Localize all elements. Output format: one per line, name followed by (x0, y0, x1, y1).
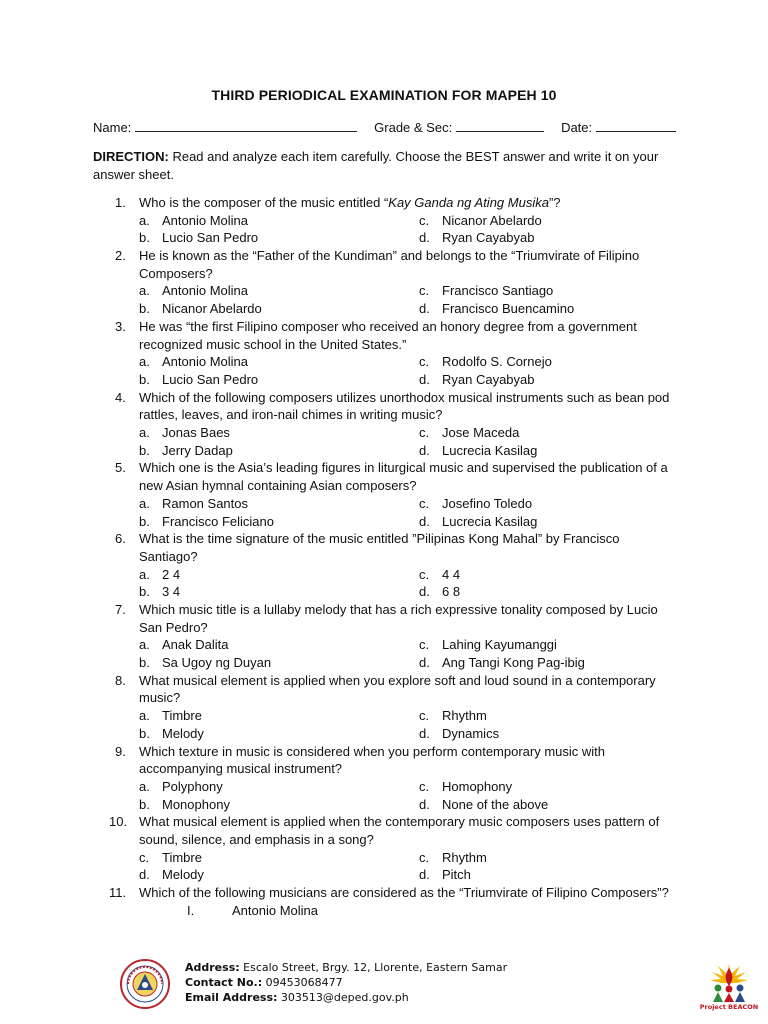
grade-sec-label: Grade & Sec: (374, 120, 456, 135)
option-text: Melody (162, 725, 204, 741)
option-letter: d. (419, 230, 430, 246)
roman-list-item (0, 902, 768, 920)
option-fourth (419, 866, 471, 884)
option-letter: c. (419, 354, 430, 370)
option-b (139, 300, 262, 318)
option-d (419, 796, 548, 814)
option-c (419, 566, 460, 584)
option-row (0, 849, 768, 867)
option-letter: c. (419, 778, 430, 794)
option-text: Francisco Feliciano (162, 513, 274, 529)
question-text: What is the time signature of the music entitled ”Pilipinas Kong Mahal” by Francisco Santiago? (139, 531, 620, 564)
option-text: Ramon Santos (162, 495, 248, 511)
question-item (0, 247, 768, 282)
option-a (139, 282, 248, 300)
option-text: Lucrecia Kasilag (442, 442, 538, 458)
question-number: 2. (115, 248, 126, 264)
option-letter: b. (139, 796, 150, 812)
option-a (139, 212, 248, 230)
option-text: Lahing Kayumanggi (442, 637, 557, 653)
address-line (185, 960, 507, 975)
option-d (419, 229, 535, 247)
option-letter: d. (419, 513, 430, 529)
option-b (139, 371, 258, 389)
option-row (0, 636, 768, 654)
question-number: 7. (115, 601, 126, 617)
option-text: Dynamics (442, 725, 500, 741)
option-row (0, 495, 768, 513)
option-text: None of the above (442, 796, 549, 812)
question-item (0, 672, 768, 707)
option-d (419, 513, 537, 531)
option-text: 3 4 (162, 584, 181, 600)
question-item (0, 318, 768, 353)
option-row (0, 654, 768, 672)
student-info-line (93, 119, 683, 135)
contact-line (185, 975, 507, 990)
option-d (419, 583, 460, 601)
option-b (139, 725, 204, 743)
option-letter: c. (419, 849, 430, 865)
option-letter: d. (419, 442, 430, 458)
option-a (139, 353, 248, 371)
contact-value: 303513@deped.gov.ph (277, 991, 409, 1004)
option-text: Francisco Buencamino (442, 301, 575, 317)
question-text: He was “the first Filipino composer who received an honory degree from a government recognized music school in the United States.” (139, 318, 637, 352)
option-text: Polyphony (162, 778, 223, 794)
option-letter: c. (419, 566, 430, 582)
option-text: Francisco Santiago (442, 283, 554, 299)
option-a (139, 566, 180, 584)
question-number: 5. (115, 460, 126, 476)
option-letter: a. (139, 637, 150, 653)
contact-value: 09453068477 (262, 976, 343, 989)
option-letter: c. (419, 495, 430, 511)
option-letter: d. (419, 301, 430, 317)
option-text: Lucio San Pedro (162, 230, 259, 246)
option-c (419, 707, 487, 725)
option-c (419, 778, 512, 796)
option-letter: a. (139, 778, 150, 794)
option-b (139, 796, 230, 814)
project-beacon-logo-text: Project BEACON (699, 1003, 759, 1011)
question-number: 9. (115, 743, 126, 759)
song-title: Kay Ganda ng Ating Musika (388, 195, 549, 210)
question-item (0, 743, 768, 778)
question-item (0, 530, 768, 565)
option-a (139, 707, 202, 725)
option-row (0, 707, 768, 725)
option-second (419, 849, 487, 867)
option-text: Homophony (442, 778, 513, 794)
option-row (0, 424, 768, 442)
contact-block (185, 960, 507, 1005)
question-text: Which of the following composers utilizes unorthodox musical instruments such as bean pod rattles, leaves, and iron-nail chimes in writing music? (139, 389, 670, 423)
question-number: 11. (109, 885, 127, 901)
option-row (0, 371, 768, 389)
option-text: Nicanor Abelardo (442, 212, 542, 228)
option-a (139, 495, 248, 513)
option-d (419, 725, 499, 743)
option-letter: b. (139, 584, 150, 600)
option-text: Timbre (162, 708, 202, 724)
option-letter: c. (419, 637, 430, 653)
question-item (0, 884, 768, 902)
question-text: Which texture in music is considered when you perform contemporary music with accompanying musical instrument? (139, 743, 606, 777)
option-text: Rhythm (442, 849, 487, 865)
option-text: 2 4 (162, 566, 181, 582)
option-c (419, 424, 519, 442)
option-letter: b. (139, 442, 150, 458)
question-item (0, 813, 768, 848)
question-text: He is known as the “Father of the Kundiman” and belongs to the “Triumvirate of Filipino Composers? (139, 248, 640, 281)
roman-item-text: Antonio Molina (232, 902, 318, 918)
option-text: Ryan Cayabyab (442, 371, 535, 387)
option-b (139, 229, 258, 247)
option-row (0, 725, 768, 743)
option-text: Anak Dalita (162, 637, 229, 653)
date-blank (596, 119, 676, 132)
option-d (419, 300, 574, 318)
contact-value: Escalo Street, Brgy. 12, Llorente, Eastern Samar (239, 961, 508, 974)
direction-text: Read and analyze each item carefully. Choose the BEST answer and write it on your answer sheet. (93, 149, 659, 182)
school-seal-icon (120, 959, 170, 1009)
option-letter: a. (139, 566, 150, 582)
option-letter: a. (139, 425, 150, 441)
option-row (0, 442, 768, 460)
question-text-part: ”? (548, 195, 561, 210)
option-text: Timbre (162, 849, 202, 865)
option-c (419, 636, 557, 654)
question-list (0, 194, 768, 920)
question-text: Which one is the Asia’s leading figures in liturgical music and supervised the publication of a new Asian hymnal containing Asian composers? (139, 460, 668, 494)
option-text: Josefino Toledo (442, 495, 533, 511)
option-letter: a. (139, 283, 150, 299)
question-text-part: Who is the composer of the music entitled “ (139, 195, 389, 210)
option-letter: d. (419, 584, 430, 600)
question-item (0, 601, 768, 636)
option-letter: b. (139, 371, 150, 387)
option-row (0, 778, 768, 796)
option-d (419, 371, 535, 389)
option-b (139, 442, 233, 460)
footer (0, 950, 768, 1024)
option-b (139, 583, 180, 601)
option-text: Monophony (162, 796, 230, 812)
option-letter: a. (139, 354, 150, 370)
option-first (139, 849, 202, 867)
question-text (139, 194, 679, 212)
option-row (0, 212, 768, 230)
option-letter: d. (419, 867, 430, 883)
option-text: Jonas Baes (162, 425, 230, 441)
option-letter: a. (139, 495, 150, 511)
option-text: Nicanor Abelardo (162, 301, 262, 317)
question-item (0, 194, 768, 212)
question-number: 6. (115, 531, 126, 547)
question-item (0, 459, 768, 494)
grade-sec-blank (456, 119, 544, 132)
option-letter: c. (419, 212, 430, 228)
option-c (419, 212, 542, 230)
option-third (139, 866, 204, 884)
question-number: 4. (115, 389, 126, 405)
option-row (0, 300, 768, 318)
option-letter: b. (139, 513, 150, 529)
option-letter: d. (139, 867, 150, 883)
option-row (0, 583, 768, 601)
option-row (0, 282, 768, 300)
option-b (139, 654, 271, 672)
option-c (419, 282, 553, 300)
option-text: Melody (162, 867, 204, 883)
exam-title: THIRD PERIODICAL EXAMINATION FOR MAPEH 10 (211, 87, 557, 103)
question-text: What musical element is applied when the contemporary music composers uses pattern of sound, silence, and emphasis in a song? (139, 814, 660, 848)
option-text: Rodolfo S. Cornejo (442, 354, 552, 370)
question-item (0, 389, 768, 424)
question-number: 3. (115, 318, 126, 334)
option-row (0, 353, 768, 371)
option-letter: c. (419, 283, 430, 299)
question-text: What musical element is applied when you explore soft and loud sound in a contemporary music? (139, 672, 656, 706)
option-d (419, 654, 585, 672)
option-letter: d. (419, 725, 430, 741)
option-text: 4 4 (442, 566, 461, 582)
option-d (419, 442, 537, 460)
option-a (139, 778, 223, 796)
option-letter: c. (419, 708, 430, 724)
question-text: Which music title is a lullaby melody that has a rich expressive tonality composed by Lucio San Pedro? (139, 601, 658, 635)
option-c (419, 353, 552, 371)
option-row (0, 566, 768, 584)
option-letter: d. (419, 655, 430, 671)
question-number: 10. (109, 814, 128, 830)
option-c (419, 495, 532, 513)
email-line (185, 990, 507, 1005)
question-text: Which of the following musicians are considered as the “Triumvirate of Filipino Composers”? (139, 885, 669, 901)
option-row (0, 866, 768, 884)
option-text: Antonio Molina (162, 354, 248, 370)
option-text: Lucrecia Kasilag (442, 513, 538, 529)
option-text: Rhythm (442, 708, 487, 724)
option-a (139, 424, 230, 442)
option-letter: c. (419, 425, 430, 441)
option-letter: b. (139, 725, 150, 741)
contact-label: Address: (185, 961, 240, 974)
option-letter: c. (139, 849, 150, 865)
option-letter: a. (139, 212, 150, 228)
option-row (0, 229, 768, 247)
option-text: Ryan Cayabyab (442, 230, 535, 246)
name-blank (135, 119, 357, 132)
option-row (0, 513, 768, 531)
option-text: Lucio San Pedro (162, 371, 259, 387)
name-label: Name: (93, 120, 135, 135)
contact-label: Email Address: (185, 991, 278, 1004)
option-b (139, 513, 274, 531)
option-letter: a. (139, 708, 150, 724)
option-text: Jose Maceda (442, 425, 520, 441)
option-text: 6 8 (442, 584, 461, 600)
contact-label: Contact No.: (185, 976, 263, 989)
option-text: Antonio Molina (162, 212, 248, 228)
option-letter: b. (139, 655, 150, 671)
option-row (0, 796, 768, 814)
direction-label: DIRECTION: (93, 149, 169, 164)
question-number: 1. (115, 195, 126, 210)
option-text: Jerry Dadap (162, 442, 233, 458)
question-number: 8. (115, 672, 126, 688)
option-text: Antonio Molina (162, 283, 248, 299)
option-text: Sa Ugoy ng Duyan (162, 655, 272, 671)
option-text: Pitch (442, 867, 471, 883)
option-letter: d. (419, 796, 430, 812)
option-letter: b. (139, 230, 150, 246)
option-a (139, 636, 228, 654)
roman-numeral: I. (187, 902, 195, 918)
option-text: Ang Tangi Kong Pag-ibig (442, 655, 585, 671)
directions (93, 148, 683, 184)
option-letter: d. (419, 371, 430, 387)
date-label: Date: (561, 120, 596, 135)
option-letter: b. (139, 301, 150, 317)
